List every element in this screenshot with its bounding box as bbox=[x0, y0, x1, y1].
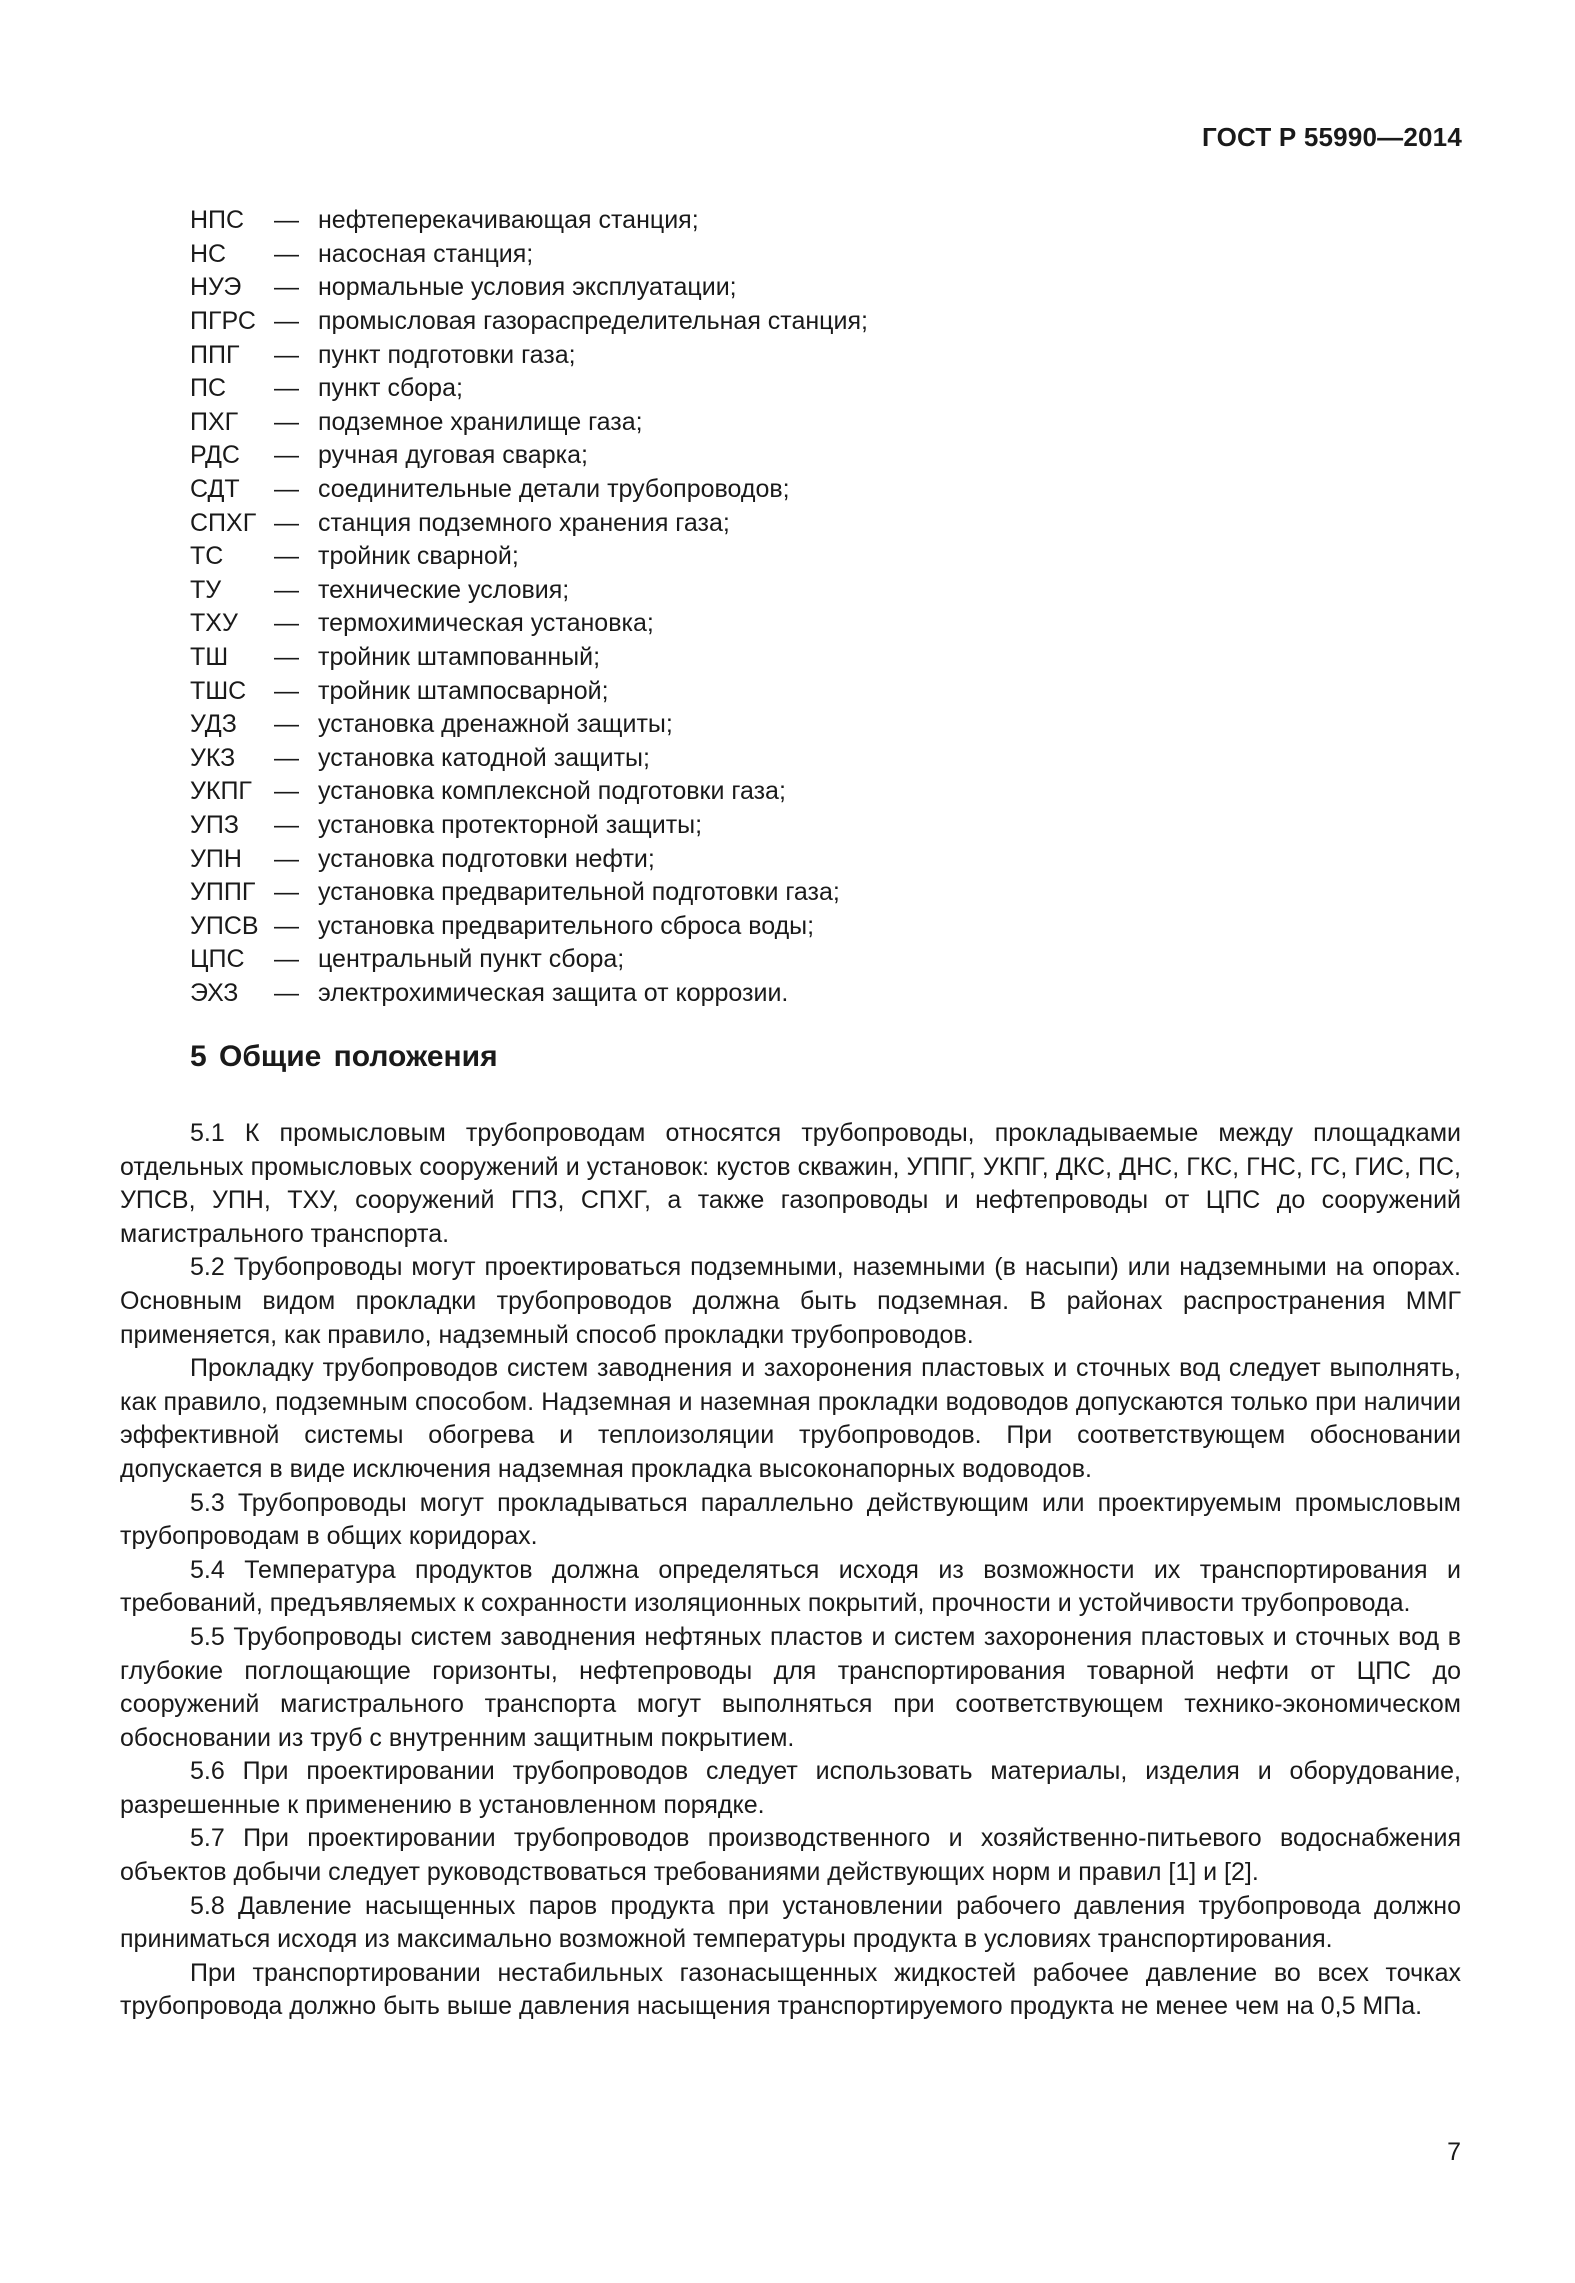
abbreviation-term: УКЗ bbox=[190, 743, 236, 772]
abbreviation-definition: соединительные детали трубопроводов; bbox=[318, 475, 790, 504]
abbreviation-dash: — bbox=[274, 676, 299, 705]
abbreviation-term: РДС bbox=[190, 441, 240, 470]
abbreviation-dash: — bbox=[274, 340, 299, 369]
abbreviation-dash: — bbox=[274, 475, 299, 504]
abbreviation-dash: — bbox=[274, 810, 299, 839]
section-body bbox=[120, 1117, 1461, 2024]
abbreviation-term: УКПГ bbox=[190, 777, 252, 806]
abbreviation-definition: нормальные условия эксплуатации; bbox=[318, 273, 737, 302]
abbreviation-list bbox=[190, 204, 868, 1010]
section-paragraph: Прокладку трубопроводов систем заводнения и захоронения пластовых и сточных вод следует выполнять, как правило, подземным способом. Надземная и наземная прокладки водоводов допускаются только при наличии эффективной системы обогрева и теплоизоляции трубопроводов. При соответствующем обосновании допускается в виде исключения надземная прокладка высоконапорных водоводов. bbox=[120, 1354, 1461, 1483]
section-title: 5 Общие положения bbox=[190, 1040, 498, 1073]
abbreviation-term: ППГ bbox=[190, 340, 240, 369]
abbreviation-term: СПХГ bbox=[190, 508, 257, 537]
section-paragraph: При транспортировании нестабильных газонасыщенных жидкостей рабочее давление во всех точках трубопровода должно быть выше давления насыщения транспортируемого продукта не менее чем на 0,5 МПа. bbox=[120, 1958, 1461, 2021]
abbreviation-dash: — bbox=[274, 206, 299, 235]
abbreviation-row bbox=[190, 406, 868, 440]
abbreviation-term: ПХГ bbox=[190, 407, 239, 436]
abbreviation-definition: насосная станция; bbox=[318, 239, 534, 268]
abbreviation-row bbox=[190, 641, 868, 675]
abbreviation-dash: — bbox=[274, 542, 299, 571]
abbreviation-definition: установка дренажной защиты; bbox=[318, 710, 673, 739]
abbreviation-dash: — bbox=[274, 743, 299, 772]
abbreviation-row bbox=[190, 775, 868, 809]
abbreviation-term: ПС bbox=[190, 374, 227, 403]
abbreviation-dash: — bbox=[274, 844, 299, 873]
abbreviation-dash: — bbox=[274, 441, 299, 470]
abbreviation-row bbox=[190, 238, 868, 272]
abbreviation-definition: центральный пункт сбора; bbox=[318, 945, 625, 974]
abbreviation-dash: — bbox=[274, 407, 299, 436]
abbreviation-dash: — bbox=[274, 239, 299, 268]
section-paragraph: 5.7 При проектировании трубопроводов производственного и хозяйственно-питьевого водоснабжения объектов добычи следует руководствоваться требованиями действующих норм и правил [1] и [2]. bbox=[120, 1824, 1461, 1887]
abbreviation-row bbox=[190, 742, 868, 776]
abbreviation-row bbox=[190, 607, 868, 641]
abbreviation-dash: — bbox=[274, 374, 299, 403]
abbreviation-dash: — bbox=[274, 978, 299, 1007]
abbreviation-definition: пункт сбора; bbox=[318, 374, 463, 403]
abbreviation-definition: пункт подготовки газа; bbox=[318, 340, 576, 369]
abbreviation-term: НУЭ bbox=[190, 273, 242, 302]
abbreviation-term: ТХУ bbox=[190, 609, 238, 638]
abbreviation-dash: — bbox=[274, 945, 299, 974]
abbreviation-term: УДЗ bbox=[190, 710, 237, 739]
abbreviation-row bbox=[190, 204, 868, 238]
abbreviation-dash: — bbox=[274, 609, 299, 638]
abbreviation-row bbox=[190, 909, 868, 943]
abbreviation-term: УПН bbox=[190, 844, 242, 873]
abbreviation-dash: — bbox=[274, 777, 299, 806]
abbreviation-definition: установка катодной защиты; bbox=[318, 743, 650, 772]
abbreviation-row bbox=[190, 473, 868, 507]
abbreviation-definition: термохимическая установка; bbox=[318, 609, 654, 638]
abbreviation-term: НС bbox=[190, 239, 227, 268]
abbreviation-dash: — bbox=[274, 643, 299, 672]
abbreviation-row bbox=[190, 708, 868, 742]
abbreviation-definition: установка комплексной подготовки газа; bbox=[318, 777, 786, 806]
abbreviation-row bbox=[190, 876, 868, 910]
abbreviation-dash: — bbox=[274, 307, 299, 336]
abbreviation-dash: — bbox=[274, 878, 299, 907]
page-number: 7 bbox=[1447, 2138, 1461, 2166]
abbreviation-definition: установка подготовки нефти; bbox=[318, 844, 655, 873]
section-paragraph: 5.8 Давление насыщенных паров продукта при установлении рабочего давления трубопровода должно приниматься исходя из максимально возможной температуры продукта в условиях транспортирования. bbox=[120, 1891, 1461, 1954]
abbreviation-dash: — bbox=[274, 911, 299, 940]
abbreviation-dash: — bbox=[274, 508, 299, 537]
abbreviation-dash: — bbox=[274, 575, 299, 604]
abbreviation-definition: нефтеперекачивающая станция; bbox=[318, 206, 699, 235]
abbreviation-row bbox=[190, 372, 868, 406]
abbreviation-definition: тройник сварной; bbox=[318, 542, 519, 571]
section-paragraph: 5.1 К промысловым трубопроводам относятся трубопроводы, прокладываемые между площадками отдельных промысловых сооружений и установок: кустов скважин, УППГ, УКПГ, ДКС, ДНС, ГКС, ГНС, ГС, ГИС, ПС, УПСВ, УПН, ТХУ, сооружений ГПЗ, СПХГ, а также газопроводы и нефтепроводы от ЦПС до сооружений магистрального транспорта. bbox=[120, 1119, 1461, 1248]
abbreviation-term: ЦПС bbox=[190, 945, 245, 974]
abbreviation-row bbox=[190, 338, 868, 372]
abbreviation-definition: ручная дуговая сварка; bbox=[318, 441, 588, 470]
abbreviation-definition: установка протекторной защиты; bbox=[318, 810, 703, 839]
abbreviation-definition: тройник штампованный; bbox=[318, 643, 601, 672]
abbreviation-row bbox=[190, 674, 868, 708]
section-paragraph: 5.6 При проектировании трубопроводов следует использовать материалы, изделия и оборудование, разрешенные к применению в установленном порядке. bbox=[120, 1757, 1461, 1819]
section-paragraph: 5.5 Трубопроводы систем заводнения нефтяных пластов и систем захоронения пластовых и сточных вод в глубокие поглощающие горизонты, нефтепроводы для транспортирования товарной нефти от ЦПС до сооружений магистрального транспорта могут выполняться при соответствующем технико-экономическом обосновании из труб с внутренним защитным покрытием. bbox=[120, 1622, 1461, 1752]
abbreviation-row bbox=[190, 506, 868, 540]
abbreviation-term: СДТ bbox=[190, 475, 240, 504]
abbreviation-row bbox=[190, 540, 868, 574]
abbreviation-term: ТУ bbox=[190, 575, 222, 604]
document-code-header: ГОСТ Р 55990—2014 bbox=[1202, 122, 1462, 152]
abbreviation-definition: технические условия; bbox=[318, 575, 570, 604]
abbreviation-term: УПЗ bbox=[190, 810, 239, 839]
abbreviation-term: ПГРС bbox=[190, 307, 256, 336]
abbreviation-row bbox=[190, 842, 868, 876]
abbreviation-dash: — bbox=[274, 710, 299, 739]
abbreviation-definition: установка предварительной подготовки газа; bbox=[318, 878, 840, 907]
abbreviation-dash: — bbox=[274, 273, 299, 302]
abbreviation-term: НПС bbox=[190, 206, 245, 235]
section-paragraph: 5.4 Температура продуктов должна определяться исходя из возможности их транспортирования и требований, предъявляемых к сохранности изоляционных покрытий, прочности и устойчивости трубопровода. bbox=[120, 1555, 1461, 1618]
abbreviation-row bbox=[190, 439, 868, 473]
section-paragraph: 5.2 Трубопроводы могут проектироваться подземными, наземными (в насыпи) или надземными на опорах. Основным видом прокладки трубопроводов должна быть подземная. В районах распространения ММГ применяется, как правило, надземный способ прокладки трубопроводов. bbox=[120, 1253, 1461, 1349]
abbreviation-row bbox=[190, 271, 868, 305]
abbreviation-row bbox=[190, 574, 868, 608]
abbreviation-definition: станция подземного хранения газа; bbox=[318, 508, 730, 537]
abbreviation-row bbox=[190, 943, 868, 977]
abbreviation-term: УППГ bbox=[190, 878, 256, 907]
abbreviation-term: ТШ bbox=[190, 643, 229, 672]
abbreviation-term: ТС bbox=[190, 542, 224, 571]
abbreviation-row bbox=[190, 809, 868, 843]
abbreviation-definition: тройник штампосварной; bbox=[318, 676, 609, 705]
abbreviation-definition: промысловая газораспределительная станция; bbox=[318, 307, 868, 336]
section-paragraph: 5.3 Трубопроводы могут прокладываться параллельно действующим или проектируемым промысловым трубопроводам в общих коридорах. bbox=[120, 1488, 1461, 1551]
abbreviation-term: ЭХЗ bbox=[190, 978, 239, 1007]
abbreviation-definition: установка предварительного сброса воды; bbox=[318, 911, 815, 940]
abbreviation-definition: электрохимическая защита от коррозии. bbox=[318, 978, 789, 1007]
abbreviation-definition: подземное хранилище газа; bbox=[318, 407, 643, 436]
abbreviation-term: УПСВ bbox=[190, 911, 259, 940]
abbreviation-row bbox=[190, 977, 868, 1011]
abbreviation-row bbox=[190, 305, 868, 339]
abbreviation-term: ТШС bbox=[190, 676, 247, 705]
